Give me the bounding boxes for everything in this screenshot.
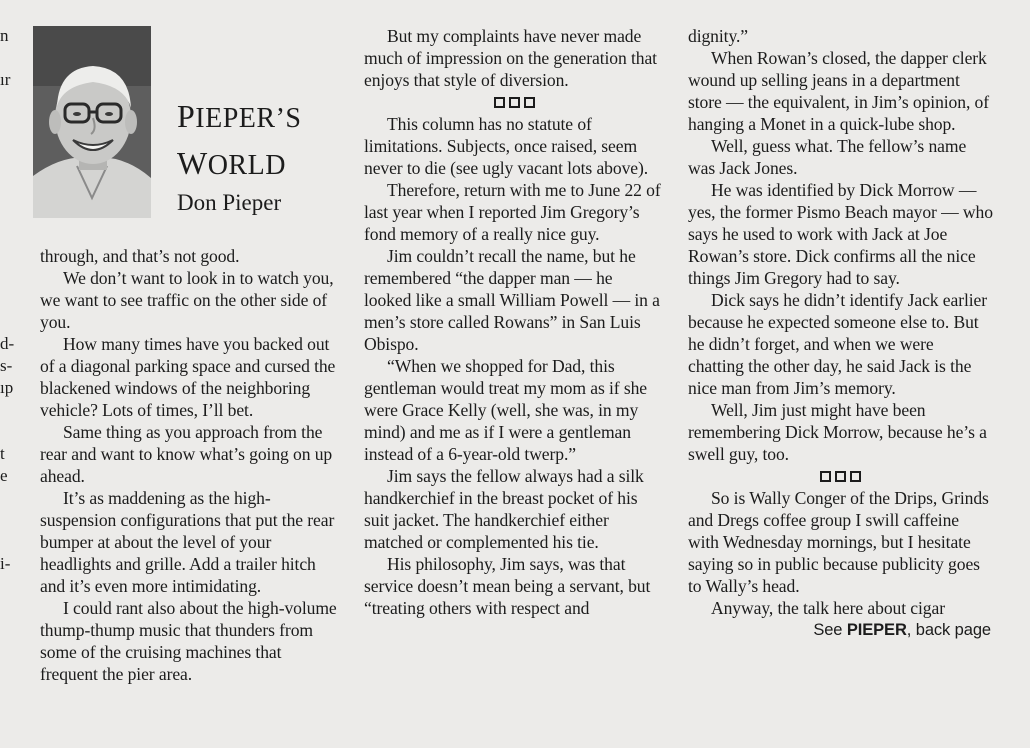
article-paragraph: Therefore, return with me to June 22 of last year when I reported Jim Gregory’s fond memory of a really nice guy. xyxy=(364,180,661,244)
jump-target: PIEPER xyxy=(846,621,907,639)
column-title-line-2: WORLD xyxy=(177,145,286,181)
section-break-box-icon xyxy=(524,97,535,108)
article-paragraph: He was identified by Dick Morrow — yes, the former Pismo Beach mayor — who says he used to work with Jack at Joe Rowan’s store. Dick confirms all the nice things Jim Gregory had to say. xyxy=(688,180,993,288)
cut-off-text-fragment xyxy=(0,91,16,113)
cut-off-text-fragment: s- xyxy=(0,356,13,375)
cut-off-text-fragment xyxy=(0,487,16,509)
cut-off-text-fragment: i- xyxy=(0,554,11,573)
cut-off-text-fragment: d- xyxy=(0,334,15,353)
cut-off-text-fragment xyxy=(0,245,16,267)
cut-off-text-fragment xyxy=(0,113,16,135)
article-paragraph: We don’t want to look in to watch you, we want to see traffic on the other side of you. xyxy=(40,268,334,332)
cut-off-text-fragment xyxy=(0,509,16,531)
section-break-box-icon xyxy=(820,471,831,482)
article-paragraph: I could rant also about the high-volume thump-thump music that thunders from some of the cruising machines that frequent the pier area. xyxy=(40,598,337,684)
cut-off-text-fragment xyxy=(0,47,16,69)
article-paragraph: Well, Jim just might have been remembering Dick Morrow, because he’s a swell guy, too. xyxy=(688,400,987,464)
article-column-3 xyxy=(688,25,993,641)
cut-off-text-fragment xyxy=(0,421,16,443)
cut-off-text-fragment xyxy=(0,531,16,553)
cut-off-text-fragment xyxy=(0,289,16,311)
columnist-photo xyxy=(33,26,151,218)
article-paragraph: How many times have you backed out of a diagonal parking space and cursed the blackened windows of the neighboring vehicle? Lots of times, I’ll bet. xyxy=(40,334,336,420)
column-title xyxy=(177,94,357,188)
section-break-box-icon xyxy=(850,471,861,482)
section-break-box-icon xyxy=(494,97,505,108)
article-paragraph: It’s as maddening as the high-suspension configurations that put the rear bumper at about the level of your headlights and grille. Add a trailer hitch and it’s even more intimidating. xyxy=(40,488,335,596)
cut-off-text-fragment xyxy=(0,223,16,245)
cut-off-text-fragment xyxy=(0,201,16,223)
cut-off-text-fragment xyxy=(0,311,16,333)
jump-prefix: See xyxy=(813,621,847,639)
cut-off-text-fragment: e xyxy=(0,466,8,485)
article-paragraph: “When we shopped for Dad, this gentleman would treat my mom as if she were Grace Kelly (well, she was, in my mind) and me as if I were a gentleman instead of a 6-year-old twerp.” xyxy=(364,356,648,464)
cut-off-text-fragment: t xyxy=(0,444,5,463)
section-break-box-icon xyxy=(509,97,520,108)
cut-off-text-fragment xyxy=(0,179,16,201)
cut-off-text-fragment xyxy=(0,135,16,157)
column-3-top-paragraphs xyxy=(688,25,993,465)
cut-off-text-fragment: ır xyxy=(0,70,11,89)
section-break-boxes xyxy=(364,91,664,113)
cut-off-text-fragment xyxy=(0,157,16,179)
article-paragraph: Well, guess what. The fellow’s name was Jack Jones. xyxy=(688,136,967,178)
article-paragraph: Dick says he didn’t identify Jack earlier because he expected someone else to. But he didn’t forget, and when we were chatting the other day, he said Jack is the nice man from Jim’s memory. xyxy=(688,290,988,398)
article-paragraph: dignity.” xyxy=(688,26,749,46)
article-column-1 xyxy=(40,245,340,685)
cut-off-text-fragment: ıp xyxy=(0,378,14,397)
jump-suffix: , back page xyxy=(906,621,991,639)
section-break-box-icon xyxy=(835,471,846,482)
article-column-2 xyxy=(364,25,664,619)
article-paragraph: So is Wally Conger of the Drips, Grinds and Dregs coffee group I swill caffeine with Wednesday mornings, but I hesitate saying so in public because publicity goes to Wally’s head. xyxy=(688,488,989,596)
article-paragraph: Same thing as you approach from the rear and want to know what’s going on up ahead. xyxy=(40,422,333,486)
article-paragraph: But my complaints have never made much of impression on the generation that enjoys that style of diversion. xyxy=(364,26,657,90)
left-column-fragments xyxy=(0,25,16,575)
cut-off-text-fragment xyxy=(0,267,16,289)
article-paragraph: This column has no statute of limitations. Subjects, once raised, seem never to die (see ugly vacant lots above). xyxy=(364,114,649,178)
column-2-top-paragraphs xyxy=(364,25,664,91)
column-title-line-1: PIEPER’S xyxy=(177,98,302,134)
cut-off-text-fragment xyxy=(0,399,16,421)
article-paragraph: Jim says the fellow always had a silk handkerchief in the breast pocket of his suit jacket. The handkerchief either matched or complemented his tie. xyxy=(364,466,644,552)
article-paragraph: When Rowan’s closed, the dapper clerk wound up selling jeans in a department store — the equivalent, in Jim’s opinion, of hanging a Monet in a quick-lube shop. xyxy=(688,48,990,134)
article-paragraph: His philosophy, Jim says, was that service doesn’t mean being a servant, but “treating others with respect and xyxy=(364,554,651,618)
column-3-bottom-paragraphs xyxy=(688,487,993,619)
columnist-portrait-image xyxy=(33,26,151,218)
cut-off-text-fragment: n xyxy=(0,26,9,45)
article-paragraph: through, and that’s not good. xyxy=(40,246,240,266)
article-paragraph: Jim couldn’t recall the name, but he remembered “the dapper man — he looked like a small William Powell — in a men’s store called Rowans” in San Luis Obispo. xyxy=(364,246,660,354)
continued-jump-line xyxy=(688,619,993,641)
column-2-bottom-paragraphs xyxy=(364,113,664,619)
article-paragraph: Anyway, the talk here about cigar xyxy=(711,598,945,618)
section-break-boxes xyxy=(688,465,993,487)
byline: Don Pieper xyxy=(177,190,282,215)
